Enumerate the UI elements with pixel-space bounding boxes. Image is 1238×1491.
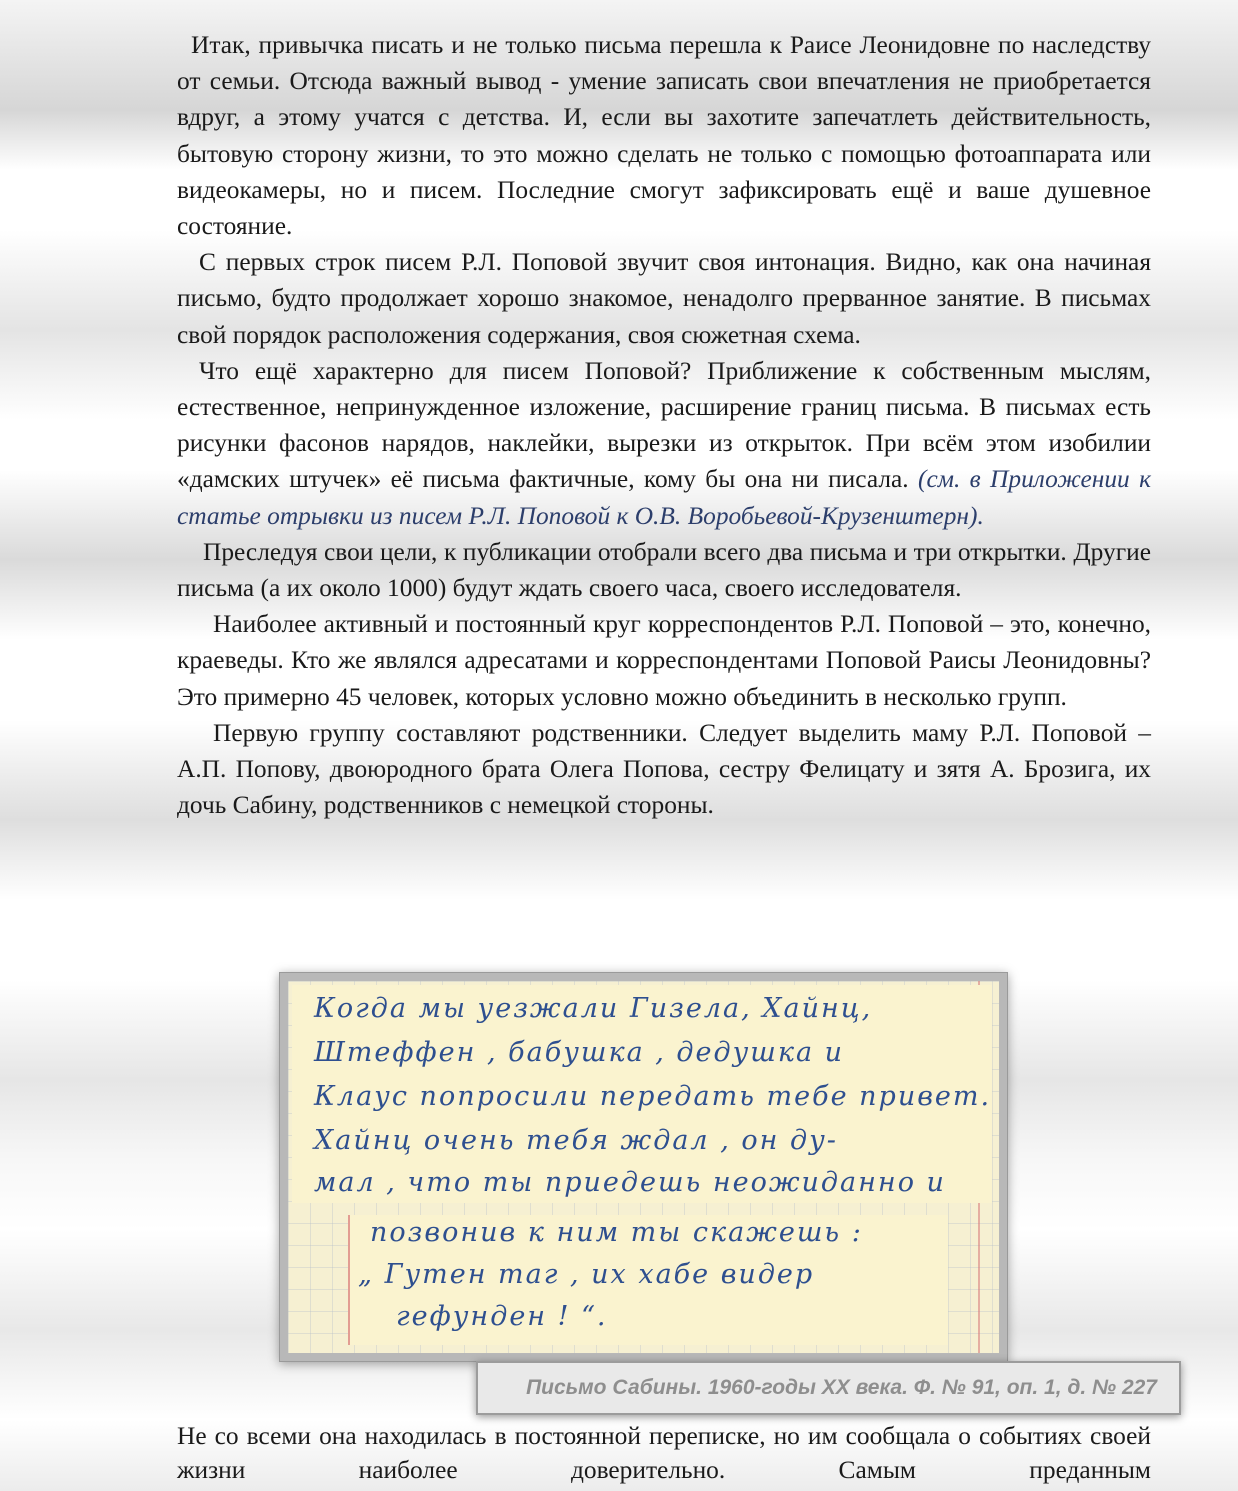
letter-line-1: Когда мы уезжали Гизела, Хайнц, [314, 993, 873, 1024]
paragraph-7: Не со всеми она находилась в постоянной переписке, но им сообщала о событиях своей жизни наиболее доверительно. Самым преданным [177, 1422, 1151, 1484]
paragraph-1: Итак, привычка писать и не только письма перешла к Раисе Леонидовне по наследству от семьи. Отсюда важный вывод - умение записать свои впечатления не приобретается вдруг, а этому учатся с детства. И, если вы захотите запечатлеть действительность, бытовую сторону жизни, то это можно сделать не только с помощью фотоаппарата или видеокамеры, но и писем. Последние смогут зафиксировать ещё и ваше душевное состояние. [177, 31, 1151, 241]
paragraph-3-text: Что ещё характерно для писем Поповой? Приближение к собственным мыслям, естественное, непринужденное изложение, расширение границ письма. В письмах есть рисунки фасонов нарядов, наклейки, вырезки из открыток. При всём этом изобилии «дамских штучек» её письма фактичные, кому бы она ни писала. [177, 356, 1151, 494]
letter-line-6: позвонив к ним ты скажешь : [370, 1217, 863, 1248]
letter-line-3: Клаус попросили передать тебе привет. [314, 1081, 992, 1112]
paragraph-3 [177, 353, 1151, 534]
article-body [177, 27, 1151, 823]
appendix-note: (см. в Приложении к статье отрывки из писем Р.Л. Поповой к О.В. Воробьевой-Крузенштерн). [177, 465, 1151, 530]
cutout-margin-line [348, 1215, 350, 1345]
letter-figure [279, 972, 1008, 1362]
paragraph-4: Преследуя свои цели, к публикации отобрали всего два письма и три открытки. Другие письма (а их около 1000) будут ждать своего часа, своего исследователя. [177, 537, 1151, 603]
letter-cutout-top [292, 985, 992, 1203]
letter-line-8: гефунден ! “. [396, 1301, 608, 1332]
paragraph-6: Первую группу составляют родственники. Следует выделить маму Р.Л. Поповой – А.П. Попову, двоюродного брата Олега Попова, сестру Фелицату и зятя А. Брозига, их дочь Сабину, родственников с немецкой стороны. [177, 718, 1151, 820]
letter-line-5: мал , что ты приедешь неожиданно и [314, 1167, 946, 1198]
letter-cutout-bottom [348, 1215, 948, 1345]
article-continuation [177, 1419, 1151, 1487]
letter-line-4: Хайнц очень тебя ждал , он ду- [314, 1125, 838, 1156]
paragraph-2: С первых строк писем Р.Л. Поповой звучит своя интонация. Видно, как она начиная письмо, будто продолжает хорошо знакомое, ненадолго прерванное занятие. В письмах свой порядок расположения содержания, своя сюжетная схема. [177, 248, 1151, 349]
letter-image [288, 981, 999, 1353]
caption-text: Письмо Сабины. 1960-годы XX века. Ф. № 91, оп. 1, д. № 227 [526, 1376, 1157, 1399]
figure-caption [476, 1361, 1181, 1415]
letter-line-7: „ Гутен таг , их хабе видер [358, 1259, 815, 1290]
letter-line-2: Штеффен , бабушка , дедушка и [314, 1037, 845, 1068]
paragraph-5: Наиболее активный и постоянный круг корреспондентов Р.Л. Поповой – это, конечно, краеведы. Кто же являлся адресатами и корреспондентами Поповой Раисы Леонидовны? Это примерно 45 человек, которых условно можно объединить в несколько групп. [177, 610, 1151, 711]
